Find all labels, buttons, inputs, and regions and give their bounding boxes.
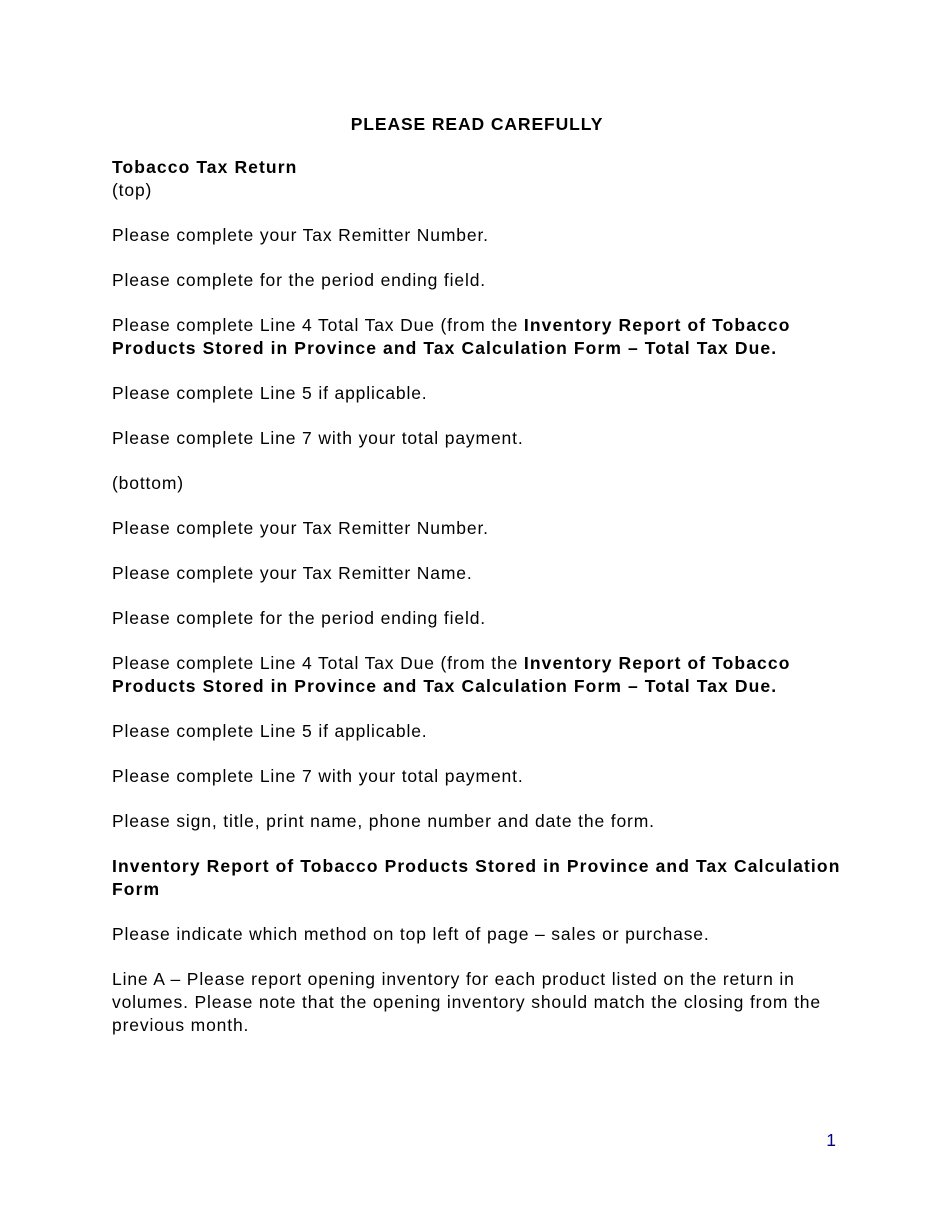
instruction-top-line4	[112, 314, 842, 360]
section-heading-tobacco-tax-return: Tobacco Tax Return	[112, 157, 298, 177]
instruction-sign: Please sign, title, print name, phone number and date the form.	[112, 811, 655, 831]
page-title: PLEASE READ CAREFULLY	[350, 114, 604, 134]
instruction-bottom-period-ending: Please complete for the period ending field.	[112, 608, 487, 628]
instruction-method: Please indicate which method on top left of page – sales or purchase.	[112, 924, 710, 944]
instruction-top-line5: Please complete Line 5 if applicable.	[112, 383, 428, 403]
instruction-bottom-line5: Please complete Line 5 if applicable.	[112, 721, 428, 741]
instruction-line-a: Line A – Please report opening inventory for each product listed on the return in volumes. Please note that the opening inventory should match the closing from the previous month.	[112, 969, 821, 1035]
instruction-top-line7: Please complete Line 7 with your total payment.	[112, 428, 524, 448]
line4-bold-reference: Inventory Report of Tobacco Products Stored in Province and Tax Calculation Form – Total Tax Due.	[112, 653, 791, 696]
line4-text: Please complete Line 4 Total Tax Due (from the	[112, 315, 524, 335]
section-heading-inventory-report: Inventory Report of Tobacco Products Stored in Province and Tax Calculation Form	[112, 856, 841, 899]
line4-bold-reference: Inventory Report of Tobacco Products Stored in Province and Tax Calculation Form – Total Tax Due.	[112, 315, 791, 358]
bottom-label: (bottom)	[112, 473, 184, 493]
instruction-bottom-line7: Please complete Line 7 with your total payment.	[112, 766, 524, 786]
line4-text: Please complete Line 4 Total Tax Due (from the	[112, 653, 524, 673]
page-number: 1	[826, 1130, 836, 1150]
instruction-top-period-ending: Please complete for the period ending field.	[112, 270, 487, 290]
document-page	[112, 113, 842, 1059]
top-label: (top)	[112, 180, 153, 200]
instruction-top-remitter-number: Please complete your Tax Remitter Number.	[112, 225, 489, 245]
instruction-bottom-remitter-name: Please complete your Tax Remitter Name.	[112, 563, 473, 583]
instruction-bottom-remitter-number: Please complete your Tax Remitter Number.	[112, 518, 489, 538]
instruction-bottom-line4	[112, 652, 842, 698]
